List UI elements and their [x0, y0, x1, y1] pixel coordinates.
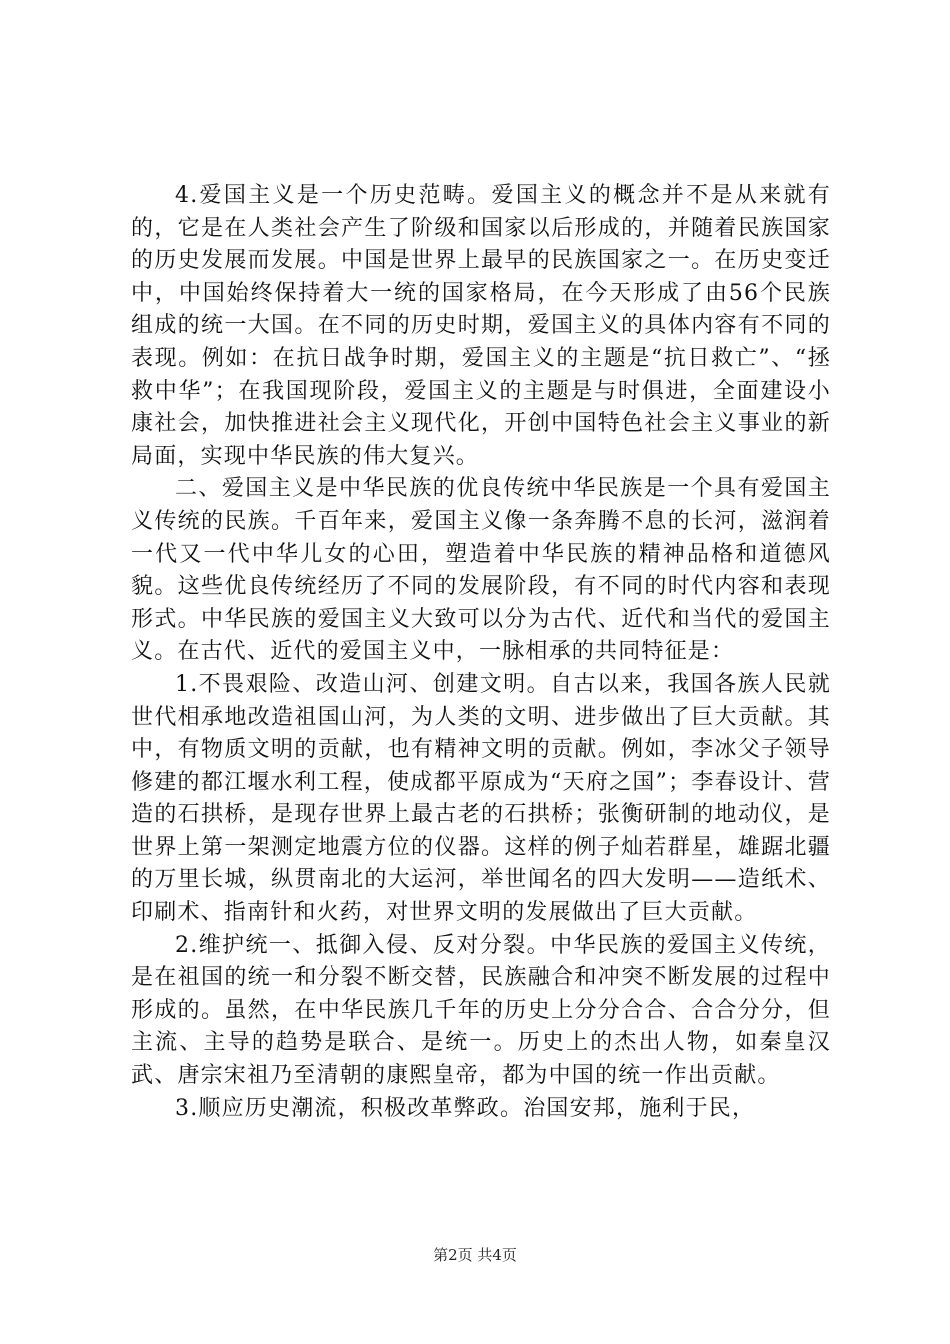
body-text — [131, 180, 831, 1125]
paragraph-reform: 3.顺应历史潮流，积极改革弊政。治国安邦，施利于民， — [175, 1095, 756, 1121]
paragraph-fine-tradition: 二、爱国主义是中华民族的优良传统中华民族是一个具有爱国主义传统的民族。千百年来，爱国主义像一条奔腾不息的长河，滋润着一代又一代中华儿女的心田，塑造着中华民族的精神品格和道德风貌。这些优良传统经历了不同的发展阶段，有不同的时代内容和表现形式。中华民族的爱国主义大致可以分为古代、近代和当代的爱国主义。在古代、近代的爱国主义中，一脉相承的共同特征是： — [131, 476, 831, 665]
paragraph-maintain-unity: 2.维护统一、抵御入侵、反对分裂。中华民族的爱国主义传统，是在祖国的统一和分裂不断交替，民族融合和冲突不断发展的过程中形成的。虽然，在中华民族几千年的历史上分分合合、合合分分，但主流、主导的趋势是联合、是统一。历史上的杰出人物，如秦皇汉武、唐宗宋祖乃至清朝的康熙皇帝，都为中国的统一作出贡献。 — [131, 932, 831, 1089]
paragraph-create-civilization: 1.不畏艰险、改造山河、创建文明。自古以来，我国各族人民就世代相承地改造祖国山河，为人类的文明、进步做出了巨大贡献。其中，有物质文明的贡献，也有精神文明的贡献。例如，李冰父子领导修建的都江堰水利工程，使成都平原成为“天府之国”；李春设计、营造的石拱桥，是现存世界上最古老的石拱桥；张衡研制的地动仪，是世界上第一架测定地震方位的仪器。这样的例子灿若群星，雄踞北疆的万里长城，纵贯南北的大运河，举世闻名的四大发明——造纸术、印刷术、指南针和火药，对世界文明的发展做出了巨大贡献。 — [131, 671, 831, 926]
paragraph-patriotism-historical-category: 4.爱国主义是一个历史范畴。爱国主义的概念并不是从来就有的，它是在人类社会产生了阶级和国家以后形成的，并随着民族国家的历史发展而发展。中国是世界上最早的民族国家之一。在历史变迁中，中国始终保持着大一统的国家格局，在今天形成了由56个民族组成的统一大国。在不同的历史时期，爱国主义的具体内容有不同的表现。例如：在抗日战争时期，爱国主义的主题是“抗日救亡”、“拯救中华”；在我国现阶段，爱国主义的主题是与时俱进，全面建设小康社会，加快推进社会主义现代化，开创中国特色社会主义事业的新局面，实现中华民族的伟大复兴。 — [131, 183, 831, 469]
page-number: 第2页 共4页 — [433, 1246, 517, 1264]
